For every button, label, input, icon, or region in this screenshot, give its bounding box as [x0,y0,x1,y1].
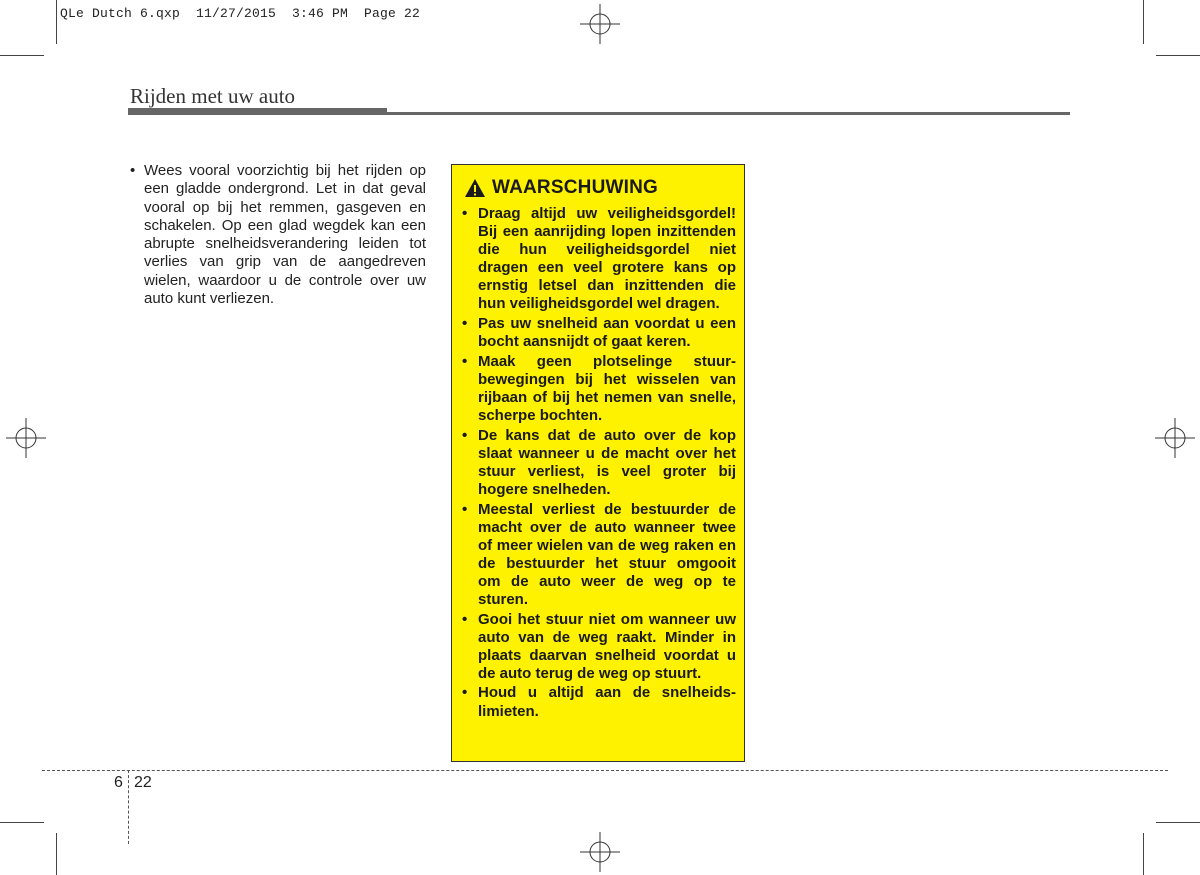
warning-item: • De kans dat de auto over de kop slaat wanneer u de macht over het stuur verliest, is veel groter bij hogere snelheden. [462,427,736,499]
page-number: 22 [134,774,152,791]
warning-item: • Houd u altijd aan de snelheidslimieten. [462,684,736,720]
body-bullet-item: • Wees vooral voorzichtig bij het rijden op een gladde ondergrond. Let in dat geval vooral op bij het remmen, gasgeven en schakelen. Op een glad wegdek kan een abrupte snelheidsverandering leiden tot verlies van grip van de aangedreven wielen, waardoor u de controle over uw auto kunt verliezen. [130,162,426,308]
crop-mark-tl-h [0,55,44,56]
warning-header [464,177,736,199]
warning-triangle-icon [464,178,486,198]
footer-divider [128,770,129,844]
header-rule-thin [387,112,1070,115]
section-title: Rijden met uw auto [130,84,296,108]
warning-list [462,205,736,721]
warning-item: • Meestal verliest de bestuurder de macht over de auto wanneer twee of meer wielen van de weg raken en de bestuurder het stuur omgooit om de auto weer de weg op te sturen. [462,501,736,610]
crop-mark-tr-v [1143,0,1144,44]
crop-mark-bl-h [0,822,44,823]
crop-mark-tr-h [1156,55,1200,56]
registration-mark-top-icon [580,4,620,44]
warning-item: • Draag altijd uw veiligheidsgordel! Bij een aanrijding lopen inzittenden die hun veiligheidsgordel niet dragen een veel grotere kans op ernstig letsel dan inzittenden die hun veiligheidsgordel wel dragen. [462,205,736,314]
crop-mark-br-h [1156,822,1200,823]
crop-mark-br-v [1143,833,1144,875]
crop-mark-tl-v [56,0,57,44]
warning-item: • Pas uw snelheid aan voordat u een bocht aansnijdt of gaat keren. [462,315,736,351]
registration-mark-left-icon [6,418,46,458]
warning-title: WAARSCHUWING [492,177,658,198]
warning-item: • Gooi het stuur niet om wanneer uw auto van de weg raakt. Minder in plaats daarvan snelheid voordat u de auto terug de weg op stuurt. [462,611,736,683]
header-rule-thick [128,108,387,115]
crop-mark-bl-v [56,833,57,875]
registration-mark-bottom-icon [580,832,620,872]
body-text-column [130,162,426,308]
body-bullet-list [130,162,426,308]
footer-rule [42,770,1168,771]
warning-box [451,164,745,762]
section-number: 6 [114,774,123,791]
print-slug: QLe Dutch 6.qxp 11/27/2015 3:46 PM Page 22 [60,6,421,21]
registration-mark-right-icon [1155,418,1195,458]
warning-item: • Maak geen plotselinge stuurbewegingen bij het wisselen van rijbaan of bij het nemen van snelle, scherpe bochten. [462,353,736,425]
